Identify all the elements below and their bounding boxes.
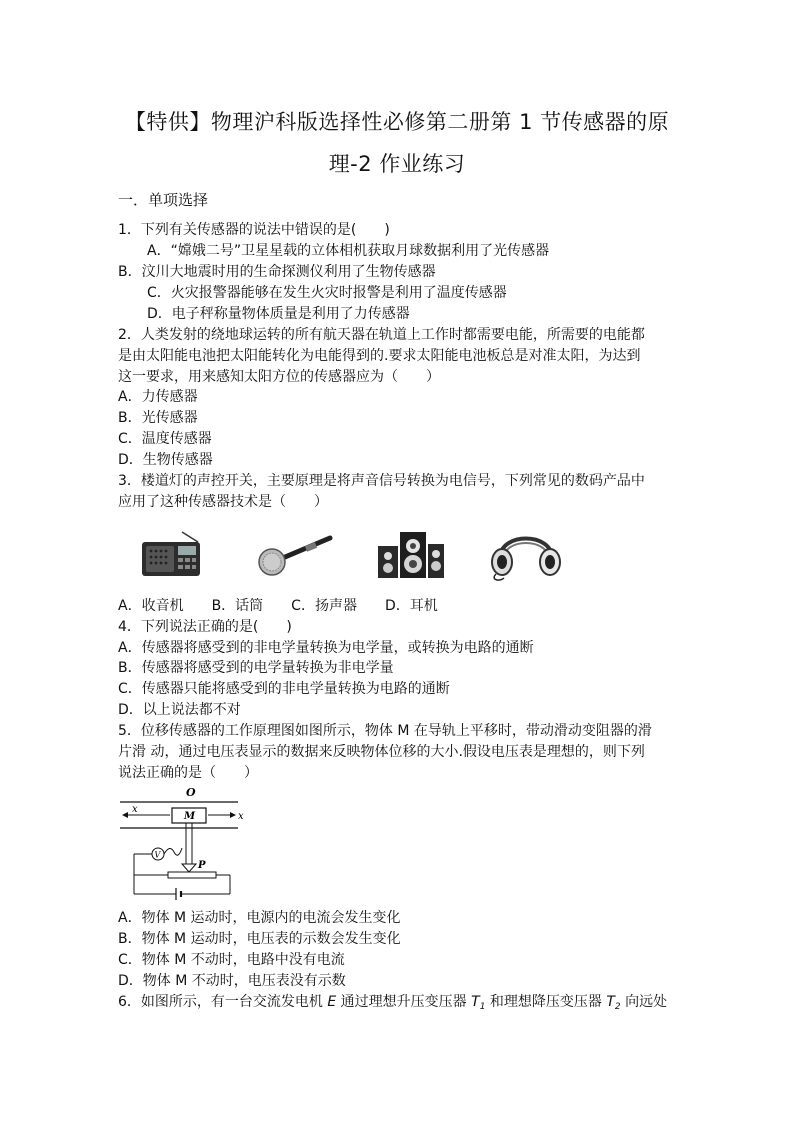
q1-option-a: A．“嫦娥二号”卫星星载的立体相机获取月球数据利用了光传感器 bbox=[147, 243, 550, 259]
q6-stem-line1 bbox=[118, 992, 667, 1017]
speaker-image bbox=[376, 526, 446, 582]
label-o: O bbox=[186, 786, 196, 799]
q6-subscript-1: 1 bbox=[479, 1002, 486, 1012]
q4-option-d: D．以上说法都不对 bbox=[118, 702, 241, 718]
q2-stem-line1: 2．人类发射的绕地球运转的所有航天器在轨道上工作时都需要电能，所需要的电能都 bbox=[118, 327, 645, 343]
q6-generator-symbol: E bbox=[327, 994, 337, 1010]
q5-option-c: C．物体 M 不动时，电路中没有电流 bbox=[118, 952, 345, 968]
document-title-line2: 理-2 作业练习 bbox=[328, 152, 466, 176]
q6-text-3: 和理想降压变压器 bbox=[485, 994, 607, 1010]
q6-text-2: 通过理想升压变压器 bbox=[336, 994, 472, 1010]
headphones-image bbox=[486, 524, 566, 584]
label-x-right: x bbox=[238, 811, 244, 822]
q1-option-b: B．汶川大地震时用的生命探测仪利用了生物传感器 bbox=[118, 264, 436, 280]
q6-subscript-2: 2 bbox=[614, 1002, 621, 1012]
q4-option-a: A．传感器将感受到的非电学量转换为电学量，或转换为电路的通断 bbox=[118, 640, 534, 656]
q3-options: A．收音机 B．话筒 C．扬声器 D．耳机 bbox=[118, 598, 438, 614]
q2-option-a: A．力传感器 bbox=[118, 389, 198, 405]
q4-option-b: B．传感器将感受到的电学量转换为非电学量 bbox=[118, 660, 394, 676]
q3-stem-line2: 应用了这种传感器技术是（ ） bbox=[118, 494, 328, 510]
section-heading: 一．单项选择 bbox=[118, 191, 209, 209]
q1-stem: 1．下列有关传感器的说法中错误的是( ) bbox=[118, 222, 390, 238]
q2-option-b: B．光传感器 bbox=[118, 410, 198, 426]
q1-option-c: C．火灾报警器能够在发生火灾时报警是利用了温度传感器 bbox=[147, 285, 507, 301]
q5-option-a: A．物体 M 运动时，电源内的电流会发生变化 bbox=[118, 910, 401, 926]
microphone-image bbox=[256, 530, 334, 580]
displacement-sensor-diagram bbox=[120, 782, 244, 902]
q6-transformer-t2: T bbox=[606, 994, 615, 1010]
q6-transformer-t1: T bbox=[471, 994, 480, 1010]
q5-stem-line3: 说法正确的是（ ） bbox=[118, 765, 258, 781]
q2-option-c: C．温度传感器 bbox=[118, 431, 212, 447]
q4-option-c: C．传感器只能将感受到的非电学量转换为电路的通断 bbox=[118, 681, 450, 697]
q3-stem-line1: 3．楼道灯的声控开关，主要原理是将声音信号转换为电信号，下列常见的数码产品中 bbox=[118, 473, 645, 489]
document-title-line1: 【特供】物理沪科版选择性必修第二册第 1 节传感器的原 bbox=[124, 110, 670, 134]
label-m: M bbox=[184, 811, 196, 822]
q2-stem-line2: 是由太阳能电池把太阳能转化为电能得到的.要求太阳能电池板总是对准太阳，为达到 bbox=[118, 348, 641, 364]
q5-option-b: B．物体 M 运动时，电压表的示数会发生变化 bbox=[118, 931, 401, 947]
q2-option-d: D．生物传感器 bbox=[118, 452, 213, 468]
radio-image bbox=[138, 528, 204, 580]
q5-option-d: D．物体 M 不动时，电压表没有示数 bbox=[118, 973, 346, 989]
label-x-left: x bbox=[132, 804, 138, 815]
label-v: V bbox=[154, 850, 161, 860]
q4-stem: 4．下列说法正确的是( ) bbox=[118, 619, 292, 635]
q5-stem-line2: 片滑 动，通过电压表显示的数据来反映物体位移的大小.假设电压表是理想的，则下列 bbox=[118, 744, 645, 760]
q5-stem-line1: 5．位移传感器的工作原理图如图所示，物体 M 在导轨上平移时，带动滑动变阻器的滑 bbox=[118, 723, 652, 739]
q1-option-d: D．电子秤称量物体质量是利用了力传感器 bbox=[147, 306, 410, 322]
q2-stem-line3: 这一要求，用来感知太阳方位的传感器应为（ ） bbox=[118, 369, 440, 385]
q6-text-4: 向远处 bbox=[620, 994, 668, 1010]
label-p: P bbox=[198, 860, 206, 871]
q6-text-1: 6．如图所示，有一台交流发电机 bbox=[118, 994, 328, 1010]
